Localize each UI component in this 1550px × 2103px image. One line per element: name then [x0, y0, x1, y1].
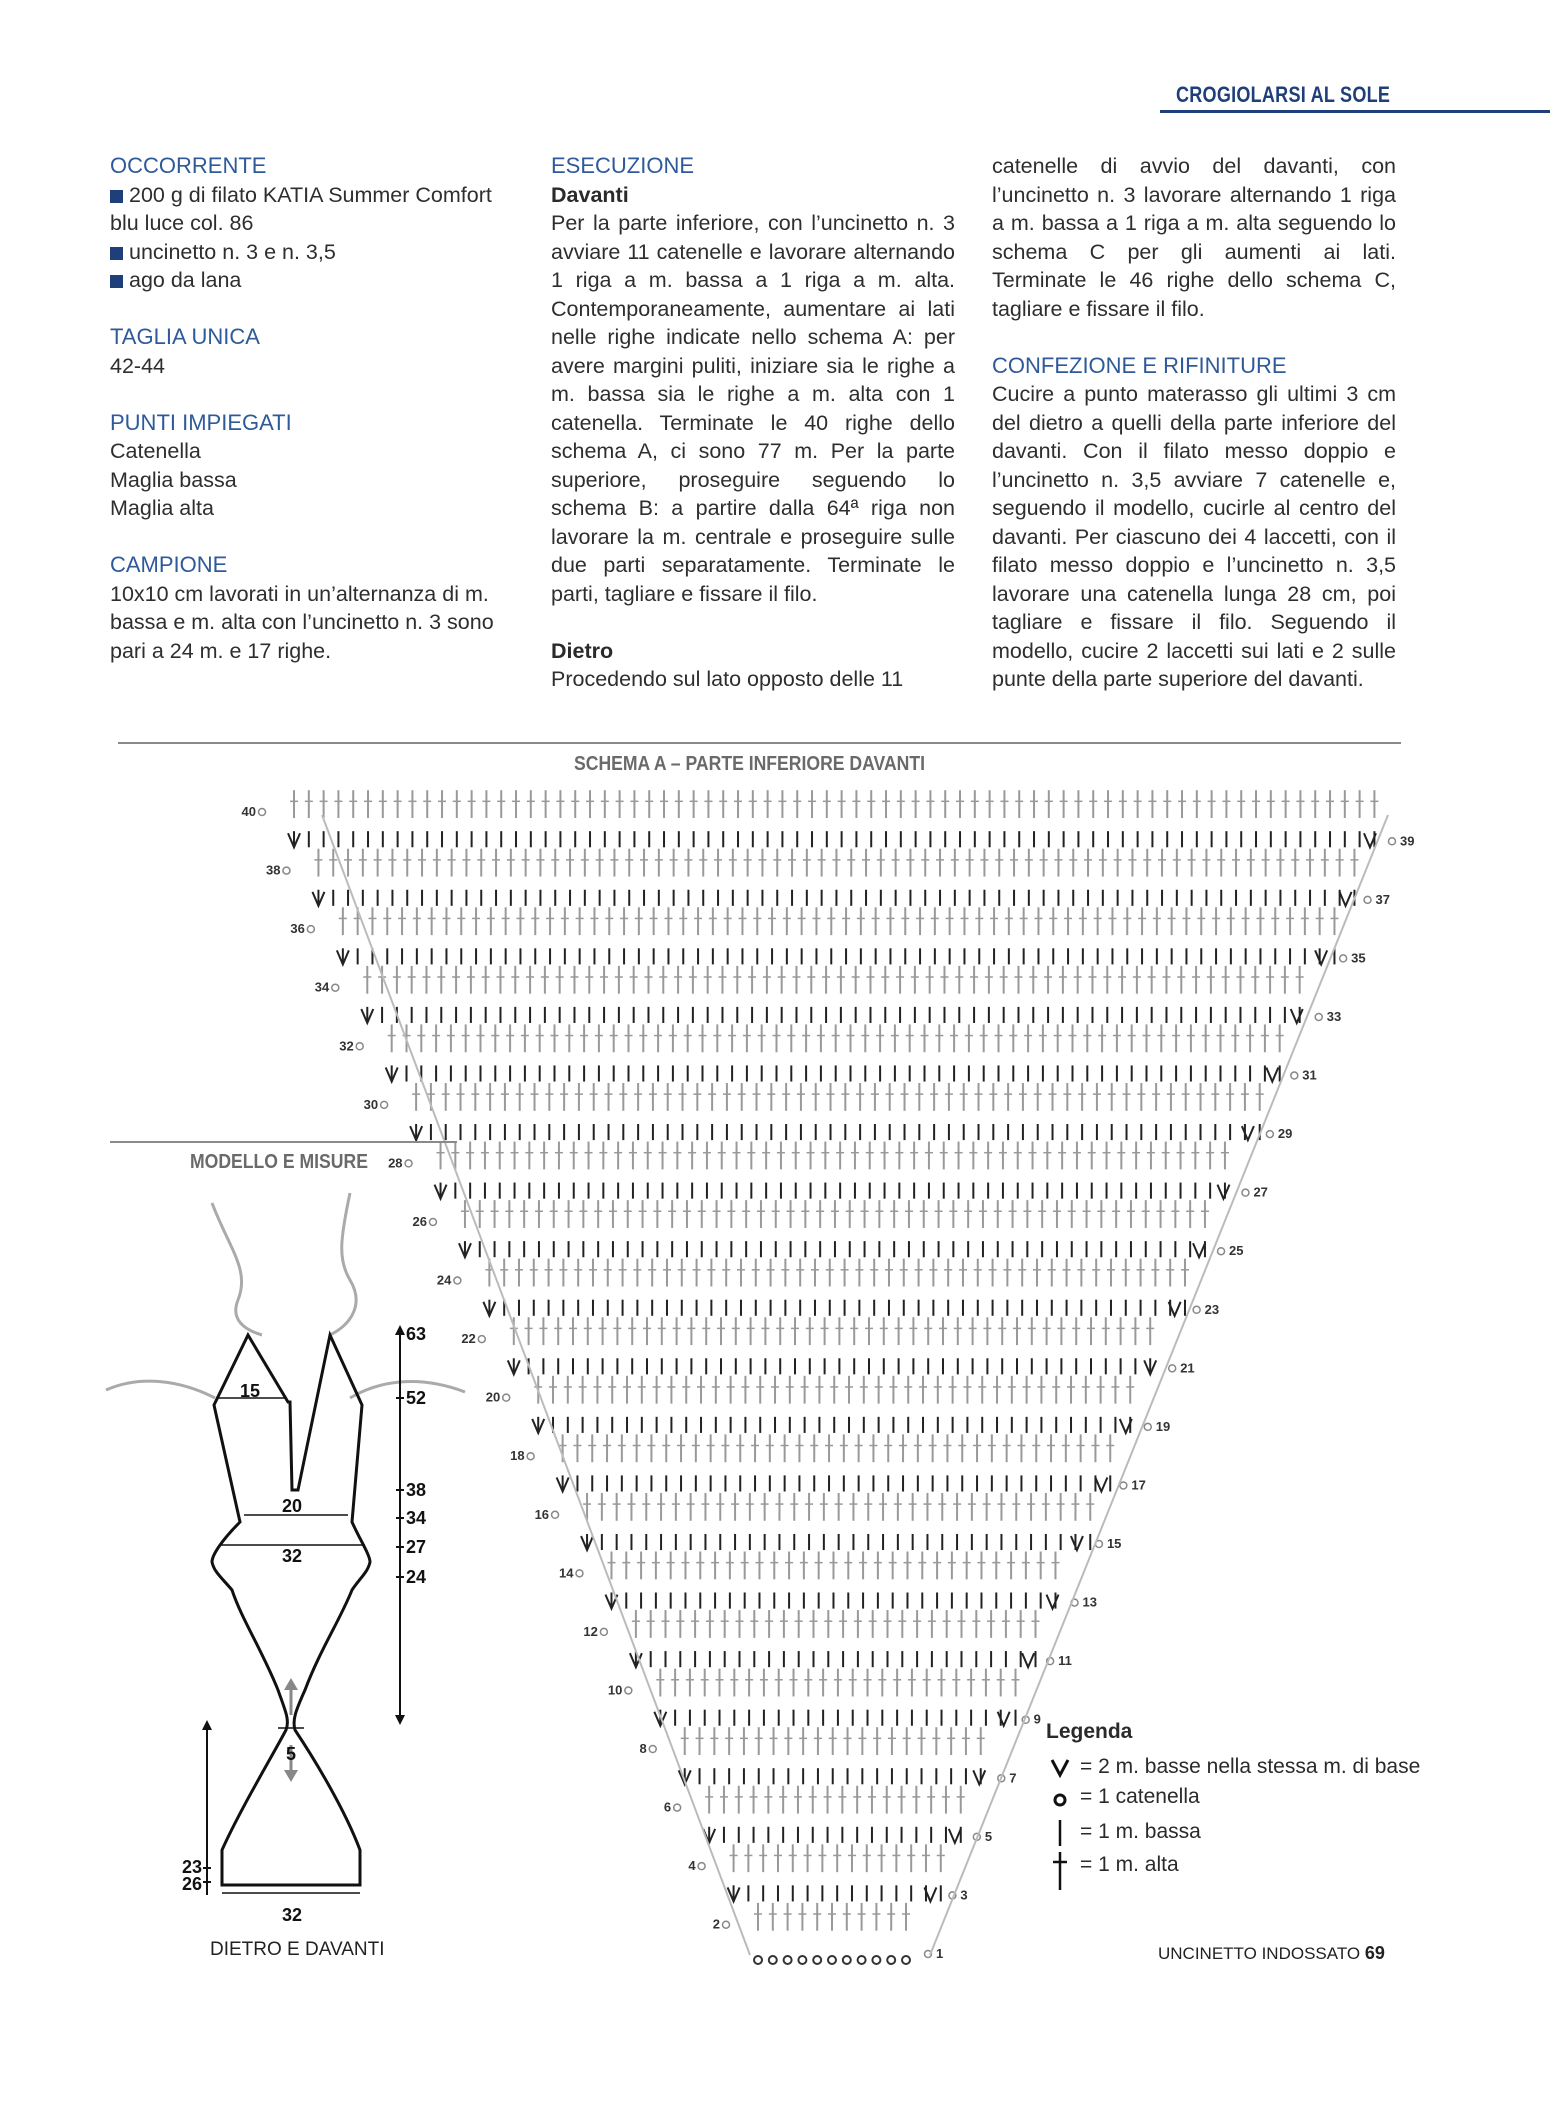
section-title: CROGIOLARSI AL SOLE: [1176, 82, 1391, 107]
row-number-label: 15: [1106, 1536, 1122, 1552]
row-number-label: 12: [583, 1623, 598, 1639]
row-number-label: 17: [1131, 1477, 1146, 1493]
taglia-heading: TAGLIA UNICA: [110, 324, 260, 349]
width-label: 32: [282, 1546, 303, 1566]
punti-heading: PUNTI IMPIEGATI: [110, 409, 292, 435]
legend-item: = 1 m. bassa: [1080, 1820, 1201, 1843]
row-number-label: 30: [363, 1096, 379, 1112]
row-number-label: 25: [1229, 1243, 1244, 1259]
row-number-label: 28: [388, 1155, 403, 1171]
height-label: 24: [406, 1567, 427, 1587]
row-number-label: 5: [984, 1828, 993, 1844]
chain-icon: [1055, 1795, 1065, 1805]
dietro-continued-text: catenelle di avvio del davanti, con l’uncinetto n. 3 lavorare alternando 1 riga a m. bassa a 1 riga a m. alta seguendo lo schema C per gli aumenti ai lati. Terminate le 46 righe dello schema C, tagliare e fissare il filo.: [992, 154, 1396, 321]
davanti-text: Per la parte inferiore, con l’uncinetto n. 3 avviare 11 catenelle e lavorare alternando 1 riga a m. bassa a 1 riga a m. alta. Contemporaneamente, aumentare ai lati nelle righe indicate nello schema A: per avere margini puliti, iniziare sia le righe a m. bassa sia le righe a m. alta con 1 catenella. Terminate le 40 righe dello schema A, ci sono 77 m. Per la parte superiore, proseguire seguendo lo schema B: a partire dalla 64ª riga non lavorare la m. centrale e proseguire sulle due parti separatamente. Terminate le parti, tagliare e fissare il filo.: [551, 211, 955, 606]
row-number-label: 13: [1082, 1594, 1097, 1610]
magazine-name: UNCINETTO INDOSSATO: [1158, 1944, 1361, 1963]
row-number-label: 19: [1155, 1418, 1171, 1434]
davanti-subheading: Davanti: [551, 182, 629, 207]
row-number-label: 26: [412, 1213, 427, 1229]
punto-item: Maglia alta: [110, 496, 214, 520]
legend-item: = 1 catenella: [1080, 1785, 1200, 1808]
material-item: uncinetto n. 3 e n. 3,5: [110, 238, 515, 267]
height-label: 27: [406, 1537, 427, 1557]
row-number-label: 40: [241, 804, 257, 819]
row-number-label: 31: [1302, 1067, 1317, 1083]
row-number-label: 1: [936, 1946, 944, 1961]
row-number-label: 23: [1204, 1301, 1220, 1317]
row-number-label: 6: [663, 1799, 672, 1815]
height-label: 23: [182, 1857, 203, 1877]
row-number-label: 38: [265, 862, 281, 878]
row-number-label: 39: [1399, 833, 1415, 849]
row-number-label: 16: [534, 1506, 550, 1522]
height-label: 52: [406, 1388, 427, 1408]
row-number-label: 24: [436, 1272, 452, 1288]
taglia-value: 42-44: [110, 353, 165, 378]
row-number-label: 33: [1326, 1008, 1342, 1024]
height-label: 26: [182, 1874, 203, 1894]
row-number-label: 32: [339, 1038, 354, 1054]
model-caption: DIETRO E DAVANTI: [210, 1939, 385, 1960]
height-label: 34: [406, 1508, 427, 1528]
row-number-label: 20: [485, 1389, 501, 1405]
height-label: 38: [406, 1480, 427, 1500]
legend-title: Legenda: [1046, 1720, 1133, 1743]
punto-item: Catenella: [110, 439, 201, 463]
material-item: ago da lana: [110, 266, 515, 295]
confezione-heading: CONFEZIONE E RIFINITURE: [992, 352, 1287, 378]
height-label: 63: [406, 1324, 427, 1344]
width-label: 5: [286, 1744, 297, 1764]
row-number-label: 3: [960, 1887, 968, 1903]
row-number-label: 8: [639, 1741, 647, 1757]
row-number-label: 27: [1253, 1184, 1268, 1200]
occorrente-heading: OCCORRENTE: [110, 153, 267, 178]
row-number-label: 18: [510, 1448, 525, 1464]
row-number-label: 36: [290, 921, 305, 937]
punto-item: Maglia bassa: [110, 467, 237, 492]
row-number-label: 2: [712, 1916, 720, 1932]
page-number: 69: [1364, 1943, 1385, 1963]
row-number-label: 29: [1277, 1126, 1293, 1142]
row-number-label: 11: [1058, 1653, 1072, 1669]
schema-title: SCHEMA A – PARTE INFERIORE DAVANTI: [574, 753, 926, 775]
row-number-label: 37: [1375, 891, 1391, 907]
width-label: 20: [282, 1496, 303, 1516]
width-label: 15: [240, 1381, 261, 1401]
campione-heading: CAMPIONE: [110, 552, 228, 577]
confezione-text: Cucire a punto materasso gli ultimi 3 cm del dietro a quelli della parte inferiore del davanti. Con il filato messo doppio e l’uncinetto n. 3,5 avviare 7 catenelle e, seguendo il modello, cucirle al centro del davanti. Per ciascuno dei 4 laccetti, con il filato messo doppio e l’uncinetto n. 3,5 lavorare una catenella lunga 28 cm, poi tagliare e fissare il filo. Seguendo il modello, cucire 2 laccetti sui lati e 2 sulle punte della parte superiore del davanti.: [992, 382, 1396, 691]
row-number-label: 9: [1033, 1711, 1041, 1727]
row-number-label: 22: [461, 1331, 476, 1347]
row-number-label: 34: [314, 979, 330, 995]
row-number-label: 21: [1180, 1360, 1195, 1376]
model-title: MODELLO E MISURE: [190, 1151, 368, 1173]
dietro-subheading: Dietro: [551, 638, 614, 663]
legend-item: = 2 m. basse nella stessa m. di base: [1080, 1755, 1421, 1778]
row-number-label: 35: [1351, 950, 1366, 966]
row-number-label: 4: [688, 1858, 696, 1874]
row-number-label: 7: [1009, 1770, 1017, 1786]
row-number-label: 10: [607, 1682, 623, 1698]
row-number-label: 14: [559, 1565, 574, 1581]
campione-text: 10x10 cm lavorati in un’alternanza di m. bassa e m. alta con l’uncinetto n. 3 sono pari a 24 m. e 17 righe.: [110, 581, 494, 663]
legend-item: = 1 m. alta: [1080, 1853, 1179, 1876]
width-label: 32: [282, 1905, 303, 1925]
increase-v-icon: [1052, 1760, 1068, 1775]
material-item: 200 g di filato KATIA Summer Comfort blu luce col. 86: [110, 182, 492, 235]
page-footer: [1158, 1943, 1385, 1964]
dietro-text: Procedendo sul lato opposto delle 11: [551, 667, 904, 691]
esecuzione-heading: ESECUZIONE: [551, 153, 695, 178]
